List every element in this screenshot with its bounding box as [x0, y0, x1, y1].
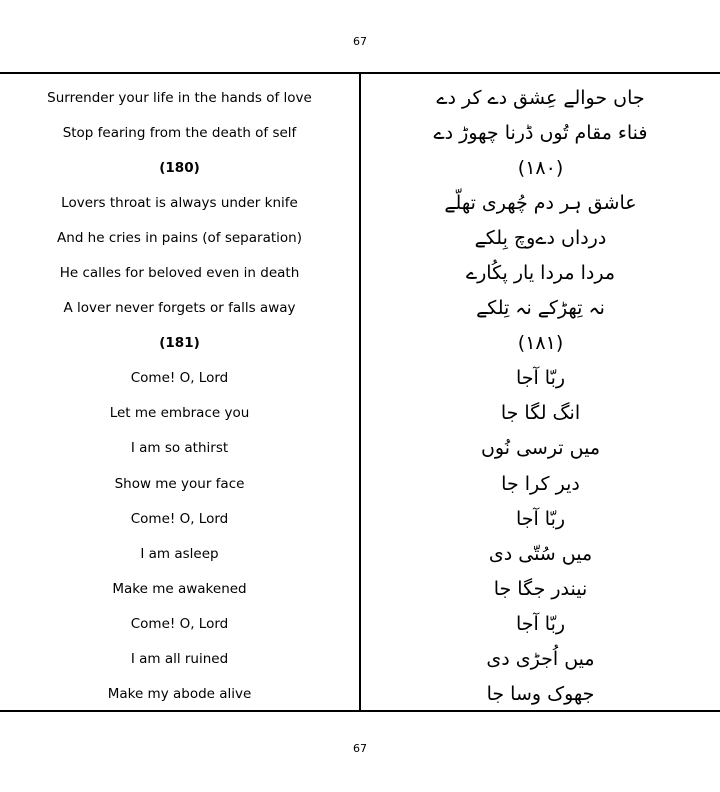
english-line: Come! O, Lord [130, 615, 229, 632]
urdu-line: جاں حوالے عِشق دے کر دے [436, 86, 645, 109]
verse-row [0, 115, 720, 150]
page-number-top: 67 [353, 35, 367, 48]
verse-row [0, 431, 720, 466]
urdu-line: عاشق ہر دم چُھری تھلّے [444, 191, 637, 214]
verse-row [0, 642, 720, 677]
urdu-line: نہ تِھڑکے نہ تِلکے [476, 297, 605, 320]
urdu-line: نیندر جگا جا [493, 577, 588, 600]
urdu-line: ربّا آجا [515, 612, 566, 635]
english-line: I am so athirst [130, 440, 229, 457]
verse-row [0, 185, 720, 220]
verse-number-english: (180) [159, 159, 200, 176]
urdu-line: فناء مقام تُوں ڈرنا چھوڑ دے [433, 121, 648, 144]
verse-number-row [0, 326, 720, 361]
english-line: Come! O, Lord [130, 370, 229, 387]
urdu-line: جھوک وسا جا [486, 683, 595, 706]
verse-row [0, 361, 720, 396]
verse-row [0, 606, 720, 641]
urdu-line: دیر کرا جا [501, 472, 580, 495]
urdu-line: میں ترسی نُوں [480, 437, 601, 460]
verse-row [0, 396, 720, 431]
urdu-line: ربّا آجا [515, 367, 566, 390]
english-line: Lovers throat is always under knife [61, 194, 298, 211]
verse-row [0, 291, 720, 326]
english-line: I am asleep [140, 545, 219, 562]
poem-translation-table [0, 72, 720, 712]
verse-number-urdu: (۱۸۱) [517, 332, 564, 355]
verse-number-row [0, 150, 720, 185]
verse-row [0, 501, 720, 536]
urdu-line: میں اُجڑی دی [486, 648, 595, 671]
english-line: He calles for beloved even in death [59, 265, 300, 282]
urdu-line: میں سُتّی دی [488, 542, 593, 565]
english-line: Come! O, Lord [130, 510, 229, 527]
english-line: Surrender your life in the hands of love [47, 89, 312, 106]
verse-row [0, 536, 720, 571]
verse-number-english: (181) [159, 335, 200, 352]
page-number-bottom: 67 [353, 742, 367, 755]
verse-row [0, 220, 720, 255]
verse-row [0, 255, 720, 290]
english-line: Stop fearing from the death of self [62, 124, 297, 141]
urdu-line: ربّا آجا [515, 507, 566, 530]
english-line: And he cries in pains (of separation) [57, 229, 302, 246]
verse-row [0, 677, 720, 712]
english-line: I am all ruined [130, 651, 229, 668]
verse-row [0, 466, 720, 501]
english-line: Make my abode alive [107, 686, 252, 703]
verse-row [0, 80, 720, 115]
verse-number-urdu: (۱۸۰) [517, 156, 564, 179]
english-line: Make me awakened [112, 580, 247, 597]
english-line: Let me embrace you [109, 405, 250, 422]
english-line: A lover never forgets or falls away [63, 300, 296, 317]
urdu-line: انگ لگا جا [500, 402, 581, 425]
english-line: Show me your face [114, 475, 245, 492]
urdu-line: درداں دےوچ بِلکے [474, 226, 607, 249]
verse-row [0, 571, 720, 606]
urdu-line: مردا مردا یار پکُارے [465, 262, 616, 285]
poem-rows [0, 80, 720, 712]
